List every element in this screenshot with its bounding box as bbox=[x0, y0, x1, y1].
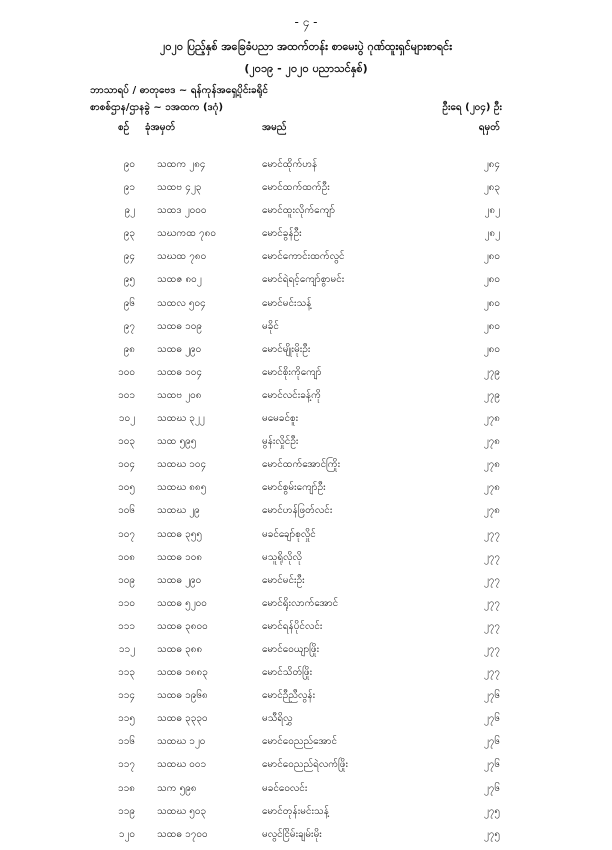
student-name: မောင်တုန်းမင်းသန့် bbox=[262, 805, 329, 817]
table-row bbox=[0, 550, 612, 573]
student-name: မောင်ထက်ထက်ဦး bbox=[262, 182, 330, 194]
table-row bbox=[0, 734, 612, 757]
marks-value: ၂၇၇ bbox=[483, 643, 500, 655]
student-name: မောင်သိတ်ဖြိုး bbox=[262, 667, 313, 679]
student-name: မောင်ထူးလိုက်ကျော် bbox=[262, 205, 336, 217]
student-name: မောင်စိုးကိုကျော် bbox=[262, 366, 322, 378]
table-row bbox=[0, 827, 612, 850]
marks-value: ၂၇၈ bbox=[483, 459, 500, 471]
marks-value: ၂၈၂ bbox=[484, 205, 500, 217]
roll-number: သထဓ ၃၅၅ bbox=[157, 528, 203, 540]
row-number: ၁၁၀ bbox=[118, 597, 135, 609]
document-subtitle: (၂၀၁၉ - ၂၀၂၀ ပညာသင်နှစ်) bbox=[244, 62, 368, 75]
row-number: ၉၂ bbox=[124, 205, 135, 217]
student-name: မောင်စွမ်းကျော်ဦး bbox=[262, 482, 326, 494]
marks-value: ၂၈၃ bbox=[483, 182, 500, 194]
marks-value: ၂၈၀ bbox=[483, 297, 500, 309]
roll-number: သထဃ ၈၈၅ bbox=[157, 482, 207, 494]
table-row bbox=[0, 619, 612, 642]
marks-value: ၂၇၆ bbox=[483, 782, 500, 794]
roll-number: သထဓ ၅၂၀၀ bbox=[157, 597, 207, 609]
row-number: ၁၁၅ bbox=[118, 713, 135, 725]
roll-number: သက ၅၉၈ bbox=[157, 782, 197, 794]
roll-number: သထဗ ၄၂၃ bbox=[157, 182, 202, 194]
marks-value: ၂၇၆ bbox=[483, 690, 500, 702]
marks-value: ၂၇၇ bbox=[483, 667, 500, 679]
student-name: မောင်ထက်အောင်ကြိုး bbox=[262, 459, 341, 471]
row-number: ၁၁၄ bbox=[118, 690, 135, 702]
marks-value: ၂၇၇ bbox=[483, 551, 500, 563]
roll-number: သထဃ ၀၀၁ bbox=[157, 759, 207, 771]
column-header-no: စဉ် bbox=[118, 122, 130, 133]
exam-center-line: စာစစ်ဌာန/ဌာနခွဲ ~ ၁အထက (ဒဂုံ) bbox=[90, 102, 224, 113]
roll-number: သထက ၂၈၄ bbox=[157, 159, 206, 170]
table-row bbox=[0, 365, 612, 388]
marks-value: ၂၇၇ bbox=[483, 620, 500, 632]
marks-value: ၂၇၇ bbox=[483, 528, 500, 540]
marks-value: ၂၇၆ bbox=[483, 759, 500, 771]
student-name: မောင်ကောင်းထက်လွင် bbox=[262, 251, 345, 263]
total-count: ဦးရေ (၂၀၄) ဦး bbox=[442, 102, 502, 113]
table-row bbox=[0, 388, 612, 411]
row-number: ၉၇ bbox=[123, 320, 135, 332]
table-row bbox=[0, 342, 612, 365]
marks-value: ၂၇၅ bbox=[483, 805, 500, 817]
row-number: ၉၄ bbox=[123, 251, 135, 263]
roll-number: သဃကထ ၇၈၀ bbox=[157, 228, 217, 240]
marks-value: ၂၈၀ bbox=[483, 320, 500, 332]
student-name: မောင်မျိုးမိုးဦး bbox=[262, 343, 311, 355]
table-row bbox=[0, 157, 612, 180]
marks-value: ၂၇၈ bbox=[483, 482, 500, 494]
roll-number: သထဓ ၂၉၀ bbox=[157, 574, 202, 586]
table-row bbox=[0, 480, 612, 503]
roll-number: သထဓ ၁၉၆၈ bbox=[157, 690, 208, 702]
subject-line: ဘာသာရပ် / ဓာတုဗေဒ ~ ရန်ကုန်အရှေ့ပိုင်းခရိုင် bbox=[90, 85, 268, 96]
roll-number: သထဓ ၁၀၈ bbox=[157, 551, 203, 563]
column-header-name: အမည် bbox=[262, 122, 287, 133]
marks-value: ၂၇၈ bbox=[483, 413, 500, 425]
marks-value: ၂၈၂ bbox=[484, 228, 500, 240]
marks-value: ၂၈၄ bbox=[483, 159, 500, 170]
roll-number: သထဃ ၅၀၃ bbox=[157, 805, 207, 817]
table-row bbox=[0, 434, 612, 457]
row-number: ၁၁၃ bbox=[118, 667, 135, 679]
results-table bbox=[0, 157, 612, 850]
student-name: မောင်လင်းခန့်ကို bbox=[262, 389, 321, 401]
roll-number: သထဓ ၃၈၀၀ bbox=[157, 620, 208, 632]
table-row bbox=[0, 226, 612, 249]
row-number: ၁၀၆ bbox=[118, 505, 135, 517]
table-row bbox=[0, 642, 612, 665]
table-row bbox=[0, 203, 612, 226]
row-number: ၁၁၁ bbox=[118, 620, 135, 632]
student-name: မောင်ထိုက်ဟန် bbox=[262, 159, 318, 170]
roll-number: သထဗ ၂၀၈ bbox=[157, 389, 202, 401]
student-name: မောင်ဉီညီလွန်း bbox=[262, 690, 316, 702]
row-number: ၉၅ bbox=[123, 274, 135, 286]
row-number: ၁၀၈ bbox=[118, 551, 135, 563]
roll-number: သထဓ ၂၉၀ bbox=[157, 343, 202, 355]
student-name: မောင်ဝေယျာဖြိုး bbox=[262, 643, 320, 655]
row-number: ၁၀၅ bbox=[118, 482, 135, 494]
roll-number: သထ ၅၉၅ bbox=[157, 436, 197, 448]
table-row bbox=[0, 457, 612, 480]
row-number: ၁၀၃ bbox=[118, 436, 135, 448]
marks-value: ၂၇၅ bbox=[483, 828, 500, 840]
row-number: ၉၀ bbox=[123, 159, 135, 170]
student-name: မောင်ရိုးလာက်အောင် bbox=[262, 597, 339, 609]
student-name: မမေခင်စူး bbox=[262, 413, 299, 425]
table-row bbox=[0, 688, 612, 711]
table-row bbox=[0, 249, 612, 272]
marks-value: ၂၇၇ bbox=[483, 597, 500, 609]
roll-number: သထဇ ၈၀၂ bbox=[157, 274, 202, 286]
row-number: ၁၀၀ bbox=[118, 366, 135, 378]
student-name: မောင်ဝေညည်ရဲလက်ဖြိုး bbox=[262, 759, 349, 771]
row-number: ၁၁၆ bbox=[118, 736, 135, 748]
roll-number: သထဓ ၃၈၈ bbox=[157, 643, 203, 655]
table-row bbox=[0, 272, 612, 295]
roll-number: သထဓ ၁၈၈၃ bbox=[157, 667, 208, 679]
roll-number: သဃထ ၇၈၀ bbox=[157, 251, 207, 263]
student-name: မောင်ခွန်ဦး bbox=[262, 228, 302, 240]
student-name: မလွင်ငြိမ်းချမ်းမိုး bbox=[262, 828, 322, 840]
student-name: မောင်ရဲရင့်ကျော်စွာမင်း bbox=[262, 274, 345, 286]
table-row bbox=[0, 411, 612, 434]
row-number: ၁၂၀ bbox=[118, 828, 135, 840]
table-row bbox=[0, 781, 612, 804]
table-row bbox=[0, 180, 612, 203]
student-name: မခင်ချော်စုလှိုင် bbox=[262, 528, 316, 540]
marks-value: ၂၇၆ bbox=[483, 713, 500, 725]
roll-number: သထဓ ၃၃၃၀ bbox=[157, 713, 208, 725]
row-number: ၁၀၂ bbox=[118, 413, 135, 425]
row-number: ၉၈ bbox=[123, 343, 135, 355]
student-name: မခင်ဝေလင်း bbox=[262, 782, 308, 794]
table-row bbox=[0, 319, 612, 342]
roll-number: သထဓ ၁၇၀၀ bbox=[157, 828, 208, 840]
student-name: မသူရိုလိုလို bbox=[262, 551, 302, 563]
row-number: ၁၁၉ bbox=[118, 805, 135, 817]
roll-number: သထဃ ၂၉ bbox=[157, 505, 200, 517]
marks-value: ၂၇၆ bbox=[483, 736, 500, 748]
document-title: ၂၀၂၀ ပြည့်နှစ် အခြေခံပညာ အထက်တန်း စာမေးပွဲ ဂုဏ်ထူးရှင်များစာရင်း bbox=[159, 40, 453, 53]
column-header-marks: ရမှတ် bbox=[478, 122, 500, 133]
table-row bbox=[0, 757, 612, 780]
student-name: မောင်ဟန်ဖြတ်လင်း bbox=[262, 505, 333, 517]
row-number: ၁၀၄ bbox=[118, 459, 135, 471]
student-name: မခိုင် bbox=[262, 320, 279, 332]
marks-value: ၂၇၇ bbox=[483, 574, 500, 586]
row-number: ၁၁၇ bbox=[118, 759, 135, 771]
student-name: မောင်ဝေညည်အောင် bbox=[262, 736, 338, 748]
table-row bbox=[0, 573, 612, 596]
roll-number: သထဓ ၁၀၄ bbox=[157, 366, 203, 378]
roll-number: သထလ ၅၀၄ bbox=[157, 297, 206, 309]
table-row bbox=[0, 665, 612, 688]
row-number: ၁၁၂ bbox=[118, 643, 135, 655]
student-name: မောင်မင်းဦး bbox=[262, 574, 305, 586]
row-number: ၉၃ bbox=[123, 228, 135, 240]
marks-value: ၂၇၉ bbox=[483, 366, 500, 378]
student-name: မောင်မင်းသန့် bbox=[262, 297, 312, 309]
table-row bbox=[0, 711, 612, 734]
row-number: ၁၀၉ bbox=[118, 574, 135, 586]
marks-value: ၂၈၀ bbox=[483, 343, 500, 355]
marks-value: ၂၈၀ bbox=[483, 274, 500, 286]
row-number: ၁၀၇ bbox=[118, 528, 135, 540]
roll-number: သထဓ ၁၀၉ bbox=[157, 320, 203, 332]
marks-value: ၂၇၈ bbox=[483, 436, 500, 448]
table-row bbox=[0, 503, 612, 526]
student-name: မသီရိလွှ bbox=[262, 713, 293, 725]
row-number: ၉၁ bbox=[123, 182, 135, 194]
marks-value: ၂၇၉ bbox=[483, 389, 500, 401]
row-number: ၁၁၈ bbox=[118, 782, 135, 794]
row-number: ၁၀၁ bbox=[118, 389, 135, 401]
marks-value: ၂၇၈ bbox=[483, 505, 500, 517]
table-row bbox=[0, 804, 612, 827]
page-number: - ၄ - bbox=[294, 15, 318, 29]
marks-value: ၂၈၀ bbox=[483, 251, 500, 263]
table-row bbox=[0, 527, 612, 550]
table-row bbox=[0, 296, 612, 319]
student-name: မောင်ရန်ပိုင်လင်း bbox=[262, 620, 323, 632]
student-name: မွန်းလှိုင်ဦး bbox=[262, 436, 299, 448]
roll-number: သထဃ ၁၀၄ bbox=[157, 459, 207, 471]
roll-number: သထဒ ၂၀၀၀ bbox=[157, 205, 207, 217]
row-number: ၉၆ bbox=[123, 297, 135, 309]
roll-number: သထဃ ၁၂၀ bbox=[157, 736, 206, 748]
column-header-roll: ခုံအမှတ် bbox=[145, 122, 176, 133]
table-row bbox=[0, 596, 612, 619]
roll-number: သထဃ ၃၂၂ bbox=[157, 413, 205, 425]
